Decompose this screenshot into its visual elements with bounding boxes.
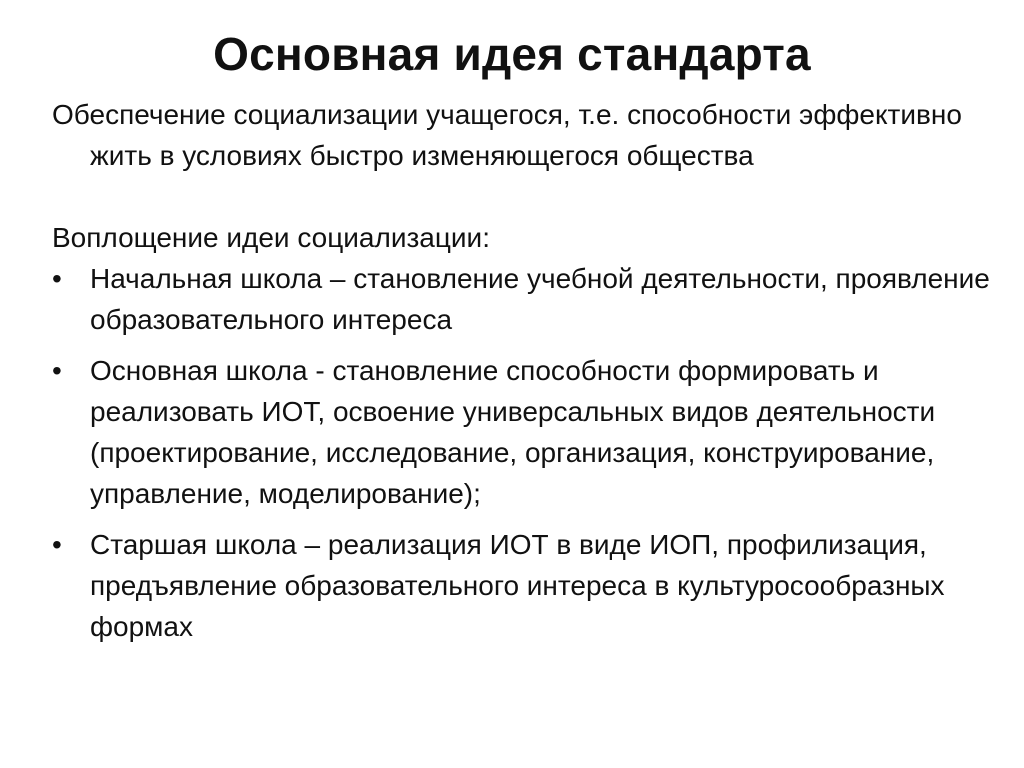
bullet-item-primary (52, 258, 992, 340)
bullet-text: Основная школа - становление способности формировать и реализовать ИОТ, освоение универсальных видов деятельности (проектирование, исследование, организация, конструирование, управление, моделирование); (90, 355, 936, 509)
bullet-icon: • (52, 355, 62, 386)
intro-paragraph: Обеспечение социализации учащегося, т.е. способности эффективно жить в условиях быстро изменяющегося общества (52, 99, 962, 171)
slide-title: Основная идея стандарта (213, 28, 811, 80)
bullet-item-basic (52, 350, 992, 514)
slide-body (52, 94, 992, 647)
bullet-text: Старшая школа – реализация ИОТ в виде ИОП, профилизация, предъявление образовательного интереса в культуросообразных формах (90, 529, 945, 642)
spacer (52, 176, 992, 217)
bullet-icon: • (52, 529, 62, 560)
bullet-item-senior (52, 524, 992, 647)
bullet-list (52, 258, 992, 647)
bullet-text: Начальная школа – становление учебной деятельности, проявление образовательного интереса (90, 263, 990, 335)
subheading: Воплощение идеи социализации: (52, 222, 490, 253)
bullet-icon: • (52, 263, 62, 294)
